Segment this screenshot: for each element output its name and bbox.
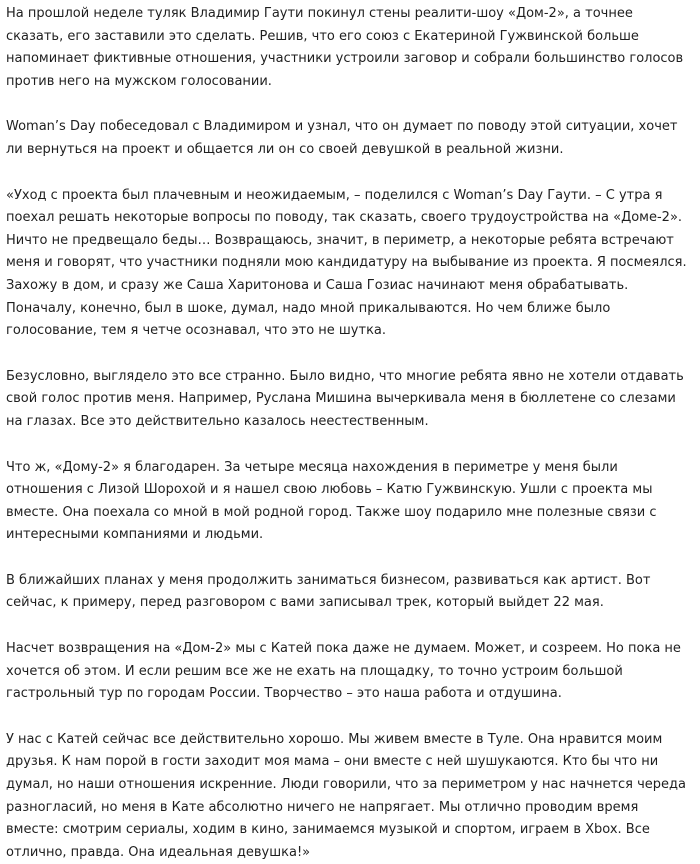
article-paragraph-quote-start: «Уход с проекта был плачевным и неожидаемым, – поделился с Woman’s Day Гаути. – С утра я поехал решать некоторые вопросы по поводу, так сказать, своего трудоустройства на «Доме-2». Ничто не предвещало беды… Возвращаюсь, значит, в периметр, а некоторые ребята встречают меня и говорят, что участники подняли мою кандидатуру на выбывание из проекта. Я посмеялся. Захожу в дом, и сразу же Саша Харитонова и Саша Гозиас начинают меня обрабатывать. Поначалу, конечно, был в шоке, думал, надо мной прикалываются. Но чем ближе было голосование, тем я четче осознавал, что это не шутка. [6,187,687,339]
article-paragraph-vote: Безусловно, выглядело это все странно. Было видно, что многие ребята явно не хотели отдавать свой голос против меня. Например, Руслана Мишина вычеркивала меня в бюллетене со слезами на глазах. Все это действительно казалось неестественным. [6,368,684,429]
article-paragraph-relationship: У нас с Катей сейчас все действительно хорошо. Мы живем вместе в Туле. Она нравится моим друзья. К нам порой в гости заходит моя мама – они вместе с ней шушукаются. Кто бы что ни думал, но наши отношения искренние. Люди говорили, что за периметром у нас начнется череда разногласий, но меня в Кате абсолютно ничего не напрягает. Мы отлично проводим время вместе: смотрим сериалы, ходим в кино, занимаемся музыкой и спортом, играем в Xbox. Все отлично, правда. Она идеальная девушка!» [6,731,686,860]
article-paragraph-return: Насчет возвращения на «Дом-2» мы с Катей пока даже не думаем. Может, и созреем. Но пока не хочется об этом. И если решим все же не ехать на площадку, то точно устроим большой гастрольный тур по городам России. Творчество – это наша работа и отдушина. [6,641,681,702]
article-paragraph-plans: В ближайших планах у меня продолжить заниматься бизнесом, развиваться как артист. Вот сейчас, к примеру, перед разговором с вами записывал трек, который выйдет 22 мая. [6,572,651,611]
article-paragraph-intro: На прошлой неделе туляк Владимир Гаути покинул стены реалити-шоу «Дом-2», а точнее сказать, его заставили это сделать. Решив, что его союз с Екатериной Гужвинской больше напоминает фиктивные отношения, участники устроили заговор и собрали большинство голосов против него на мужском голосовании. [6,6,684,89]
article-paragraph-gratitude: Что ж, «Дому-2» я благодарен. За четыре месяца нахождения в периметре у меня были отношения с Лизой Шорохой и я нашел свою любовь – Катю Гужвинскую. Ушли с проекта мы вместе. Она поехала со мной в мой родной город. Также шоу подарило мне полезные связи с интересными компаниями и людьми. [6,459,657,543]
article-paragraph-interview-lead: Woman’s Day побеседовал с Владимиром и узнал, что он думает по поводу этой ситуации, хочет ли вернуться на проект и общается ли он со своей девушкой в реальной жизни. [6,119,678,157]
